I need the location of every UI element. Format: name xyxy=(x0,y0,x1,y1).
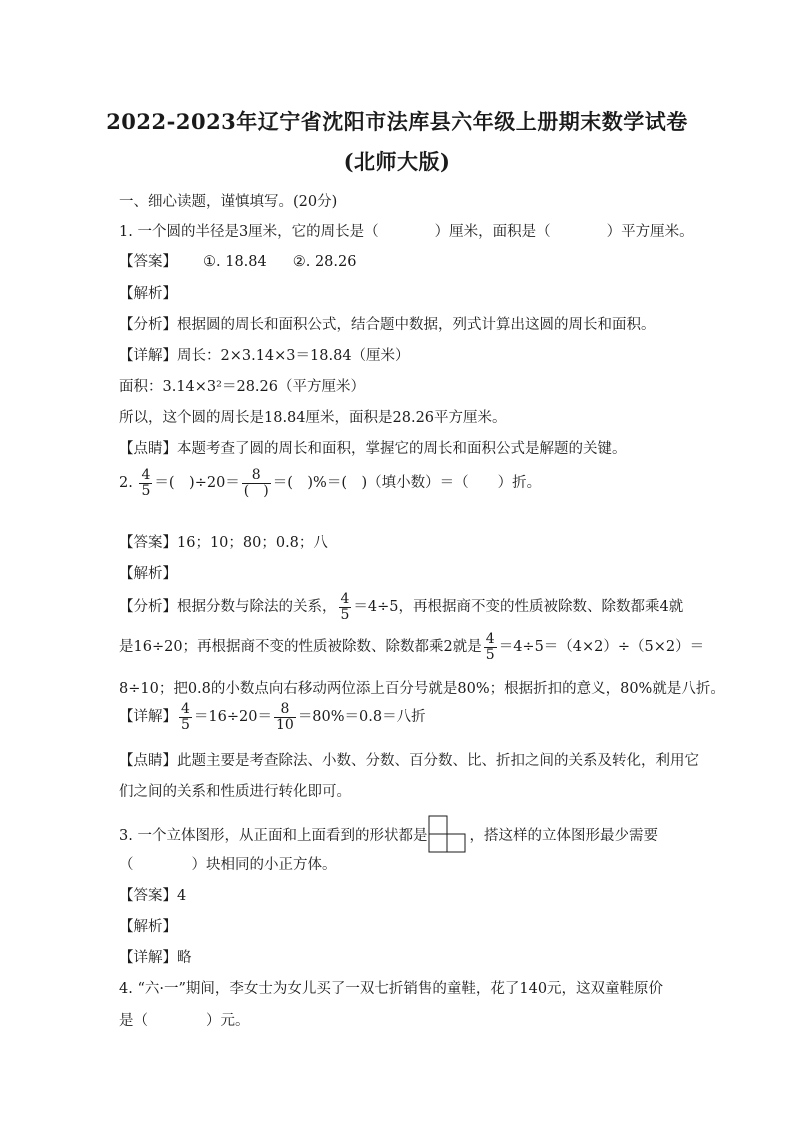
q2-dianjing: 【点睛】此题主要是考查除法、小数、分数、百分数、比、折扣之间的关系及转化，利用它 xyxy=(119,753,699,769)
q2-xiangjie: 【详解】 $\frac{4}{5}$ ＝16÷20＝ $\frac{8}{10}$ ＝80%＝0.8＝八折 xyxy=(119,701,426,733)
q2-dianjing-cont: 们之间的关系和性质进行转化即可。 xyxy=(119,784,351,800)
cube-view-shape xyxy=(428,815,468,857)
fraction-4-5: $\frac{4}{5}$ xyxy=(485,631,495,663)
question-1: 1. 一个圆的半径是3厘米，它的周长是（ ）厘米，面积是（ ）平方厘米。 xyxy=(119,224,694,240)
q2-fenxi: 【分析】根据分数与除法的关系， $\frac{4}{5}$ ＝4÷5，再根据商不变的性质被除数、除数都乘4就 xyxy=(119,591,684,623)
question-4: 4. “六·一”期间，李女士为女儿买了一双七折销售的童鞋，花了140元，这双童鞋原价 xyxy=(119,981,664,997)
fraction-4-5: $\frac{4}{5}$ xyxy=(181,701,190,733)
fraction-8-blank: $\frac{8}{( )}$ xyxy=(243,467,269,499)
section-heading: 一、细心读题，谨慎填写。(20分) xyxy=(119,194,338,210)
fraction-4-5: $\frac{4}{5}$ xyxy=(340,591,350,623)
fraction-4-5: $\frac{4}{5}$ xyxy=(141,467,151,499)
q2-jiexi: 【解析】 xyxy=(119,566,177,582)
q1-jiexi: 【解析】 xyxy=(119,286,177,302)
q1-xiangjie: 【详解】周长：2×3.14×3＝18.84（厘米） xyxy=(119,348,410,364)
q3-answer: 【答案】4 xyxy=(119,888,187,904)
q2-fenxi-end: 8÷10；把0.8的小数点向右移动两位添上百分号就是80%；根据折扣的意义，80%就是八折。 xyxy=(119,681,725,697)
q1-fenxi: 【分析】根据圆的周长和面积公式，结合题中数据，列式计算出这圆的周长和面积。 xyxy=(119,317,656,333)
document-title: 2022-2023年辽宁省沈阳市法库县六年级上册期末数学试卷 xyxy=(106,109,688,134)
question-3: 3. 一个立体图形，从正面和上面看到的形状都是 ，搭这样的立体图形最少需要 xyxy=(119,815,658,857)
document-subtitle: (北师大版) xyxy=(343,149,451,174)
q3-jiexi: 【解析】 xyxy=(119,919,177,935)
q3-blank-line: （ ）块相同的小正方体。 xyxy=(119,857,337,873)
q1-area: 面积：3.14×3²＝28.26（平方厘米） xyxy=(119,379,365,395)
q1-answer: 【答案】 ①. 18.84 ②. 28.26 xyxy=(119,254,357,270)
question-2: 2. $\frac{4}{5}$ ＝( )÷20＝ $\frac{8}{( )}$ ＝( )%＝( )（填小数）＝（ ）折。 xyxy=(119,467,542,499)
q1-dianjing: 【点睛】本题考查了圆的周长和面积，掌握它的周长和面积公式是解题的关键。 xyxy=(119,441,627,457)
q2-answer: 【答案】16；10；80；0.8；八 xyxy=(119,535,328,551)
fraction-8-10: $\frac{8}{10}$ xyxy=(275,701,294,733)
q4-blank-line: 是（ ）元。 xyxy=(119,1013,250,1029)
q3-xiangjie: 【详解】略 xyxy=(119,950,192,966)
q2-fenxi-cont: 是16÷20；再根据商不变的性质被除数、除数都乘2就是 $\frac{4}{5}$ ＝4÷5＝（4×2）÷（5×2）＝ xyxy=(119,631,705,663)
q1-conclusion: 所以，这个圆的周长是18.84厘米，面积是28.26平方厘米。 xyxy=(119,410,507,426)
